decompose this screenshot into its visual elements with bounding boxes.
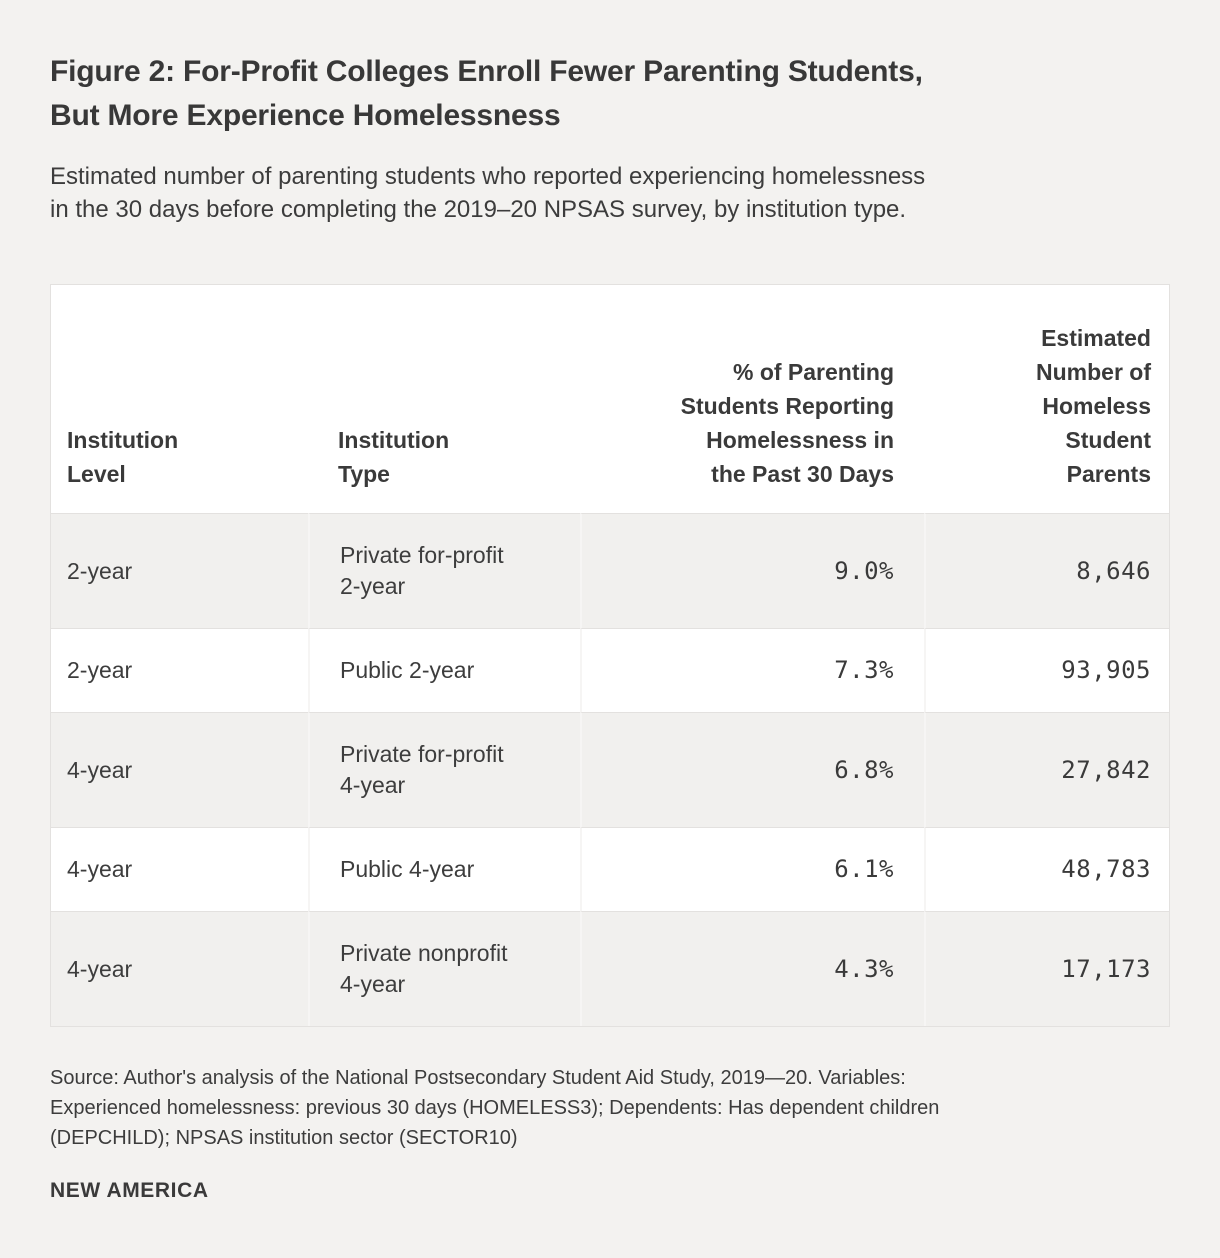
page-title-line-1: Figure 2: For-Profit Colleges Enroll Fewer Parenting Students, [50, 55, 923, 88]
table-header-row [51, 285, 1169, 513]
table-row [51, 712, 1169, 827]
cell-institution-level: 4-year [51, 827, 308, 911]
page-title [50, 50, 1170, 138]
column-header-estimated-number: Estimated Number of Homeless Student Parents [924, 285, 1169, 513]
data-table-container [50, 284, 1170, 1027]
cell-institution-level: 2-year [51, 513, 308, 628]
figure-subtitle-line-1: Estimated number of parenting students who reported experiencing homelessness [50, 163, 926, 190]
cell-count: 48,783 [924, 827, 1169, 911]
column-header-institution-type: Institution Type [308, 285, 580, 513]
cell-institution-type: Public 2-year [308, 628, 580, 712]
source-note [50, 1063, 1170, 1153]
source-note-line-2: Experienced homelessness: previous 30 days (HOMELESS3); Dependents: Has dependent children [50, 1097, 940, 1119]
source-note-line-1: Source: Author's analysis of the National Postsecondary Student Aid Study, 2019—20. Variables: [50, 1067, 906, 1089]
cell-pct: 6.8% [580, 712, 924, 827]
table-row [51, 513, 1169, 628]
table-row [51, 628, 1169, 712]
cell-pct: 9.0% [580, 513, 924, 628]
cell-count: 8,646 [924, 513, 1169, 628]
cell-pct: 7.3% [580, 628, 924, 712]
cell-institution-type: Public 4-year [308, 827, 580, 911]
column-header-pct-homelessness: % of Parenting Students Reporting Homelessness in the Past 30 Days [580, 285, 924, 513]
brand-wordmark: NEW AMERICA [50, 1179, 209, 1202]
cell-institution-level: 4-year [51, 911, 308, 1026]
figure-subtitle [50, 160, 1170, 226]
column-header-institution-level: Institution Level [51, 285, 308, 513]
figure-subtitle-line-2: in the 30 days before completing the 2019–20 NPSAS survey, by institution type. [50, 196, 907, 223]
data-table [51, 285, 1169, 1026]
table-row [51, 911, 1169, 1026]
cell-count: 27,842 [924, 712, 1169, 827]
table-row [51, 827, 1169, 911]
cell-pct: 6.1% [580, 827, 924, 911]
cell-count: 93,905 [924, 628, 1169, 712]
cell-institution-level: 4-year [51, 712, 308, 827]
cell-institution-type: Private for-profit 2-year [308, 513, 580, 628]
cell-institution-type: Private nonprofit 4-year [308, 911, 580, 1026]
cell-institution-level: 2-year [51, 628, 308, 712]
cell-institution-type: Private for-profit 4-year [308, 712, 580, 827]
page-title-line-2: But More Experience Homelessness [50, 99, 561, 132]
cell-pct: 4.3% [580, 911, 924, 1026]
source-note-line-3: (DEPCHILD); NPSAS institution sector (SECTOR10) [50, 1127, 518, 1149]
cell-count: 17,173 [924, 911, 1169, 1026]
